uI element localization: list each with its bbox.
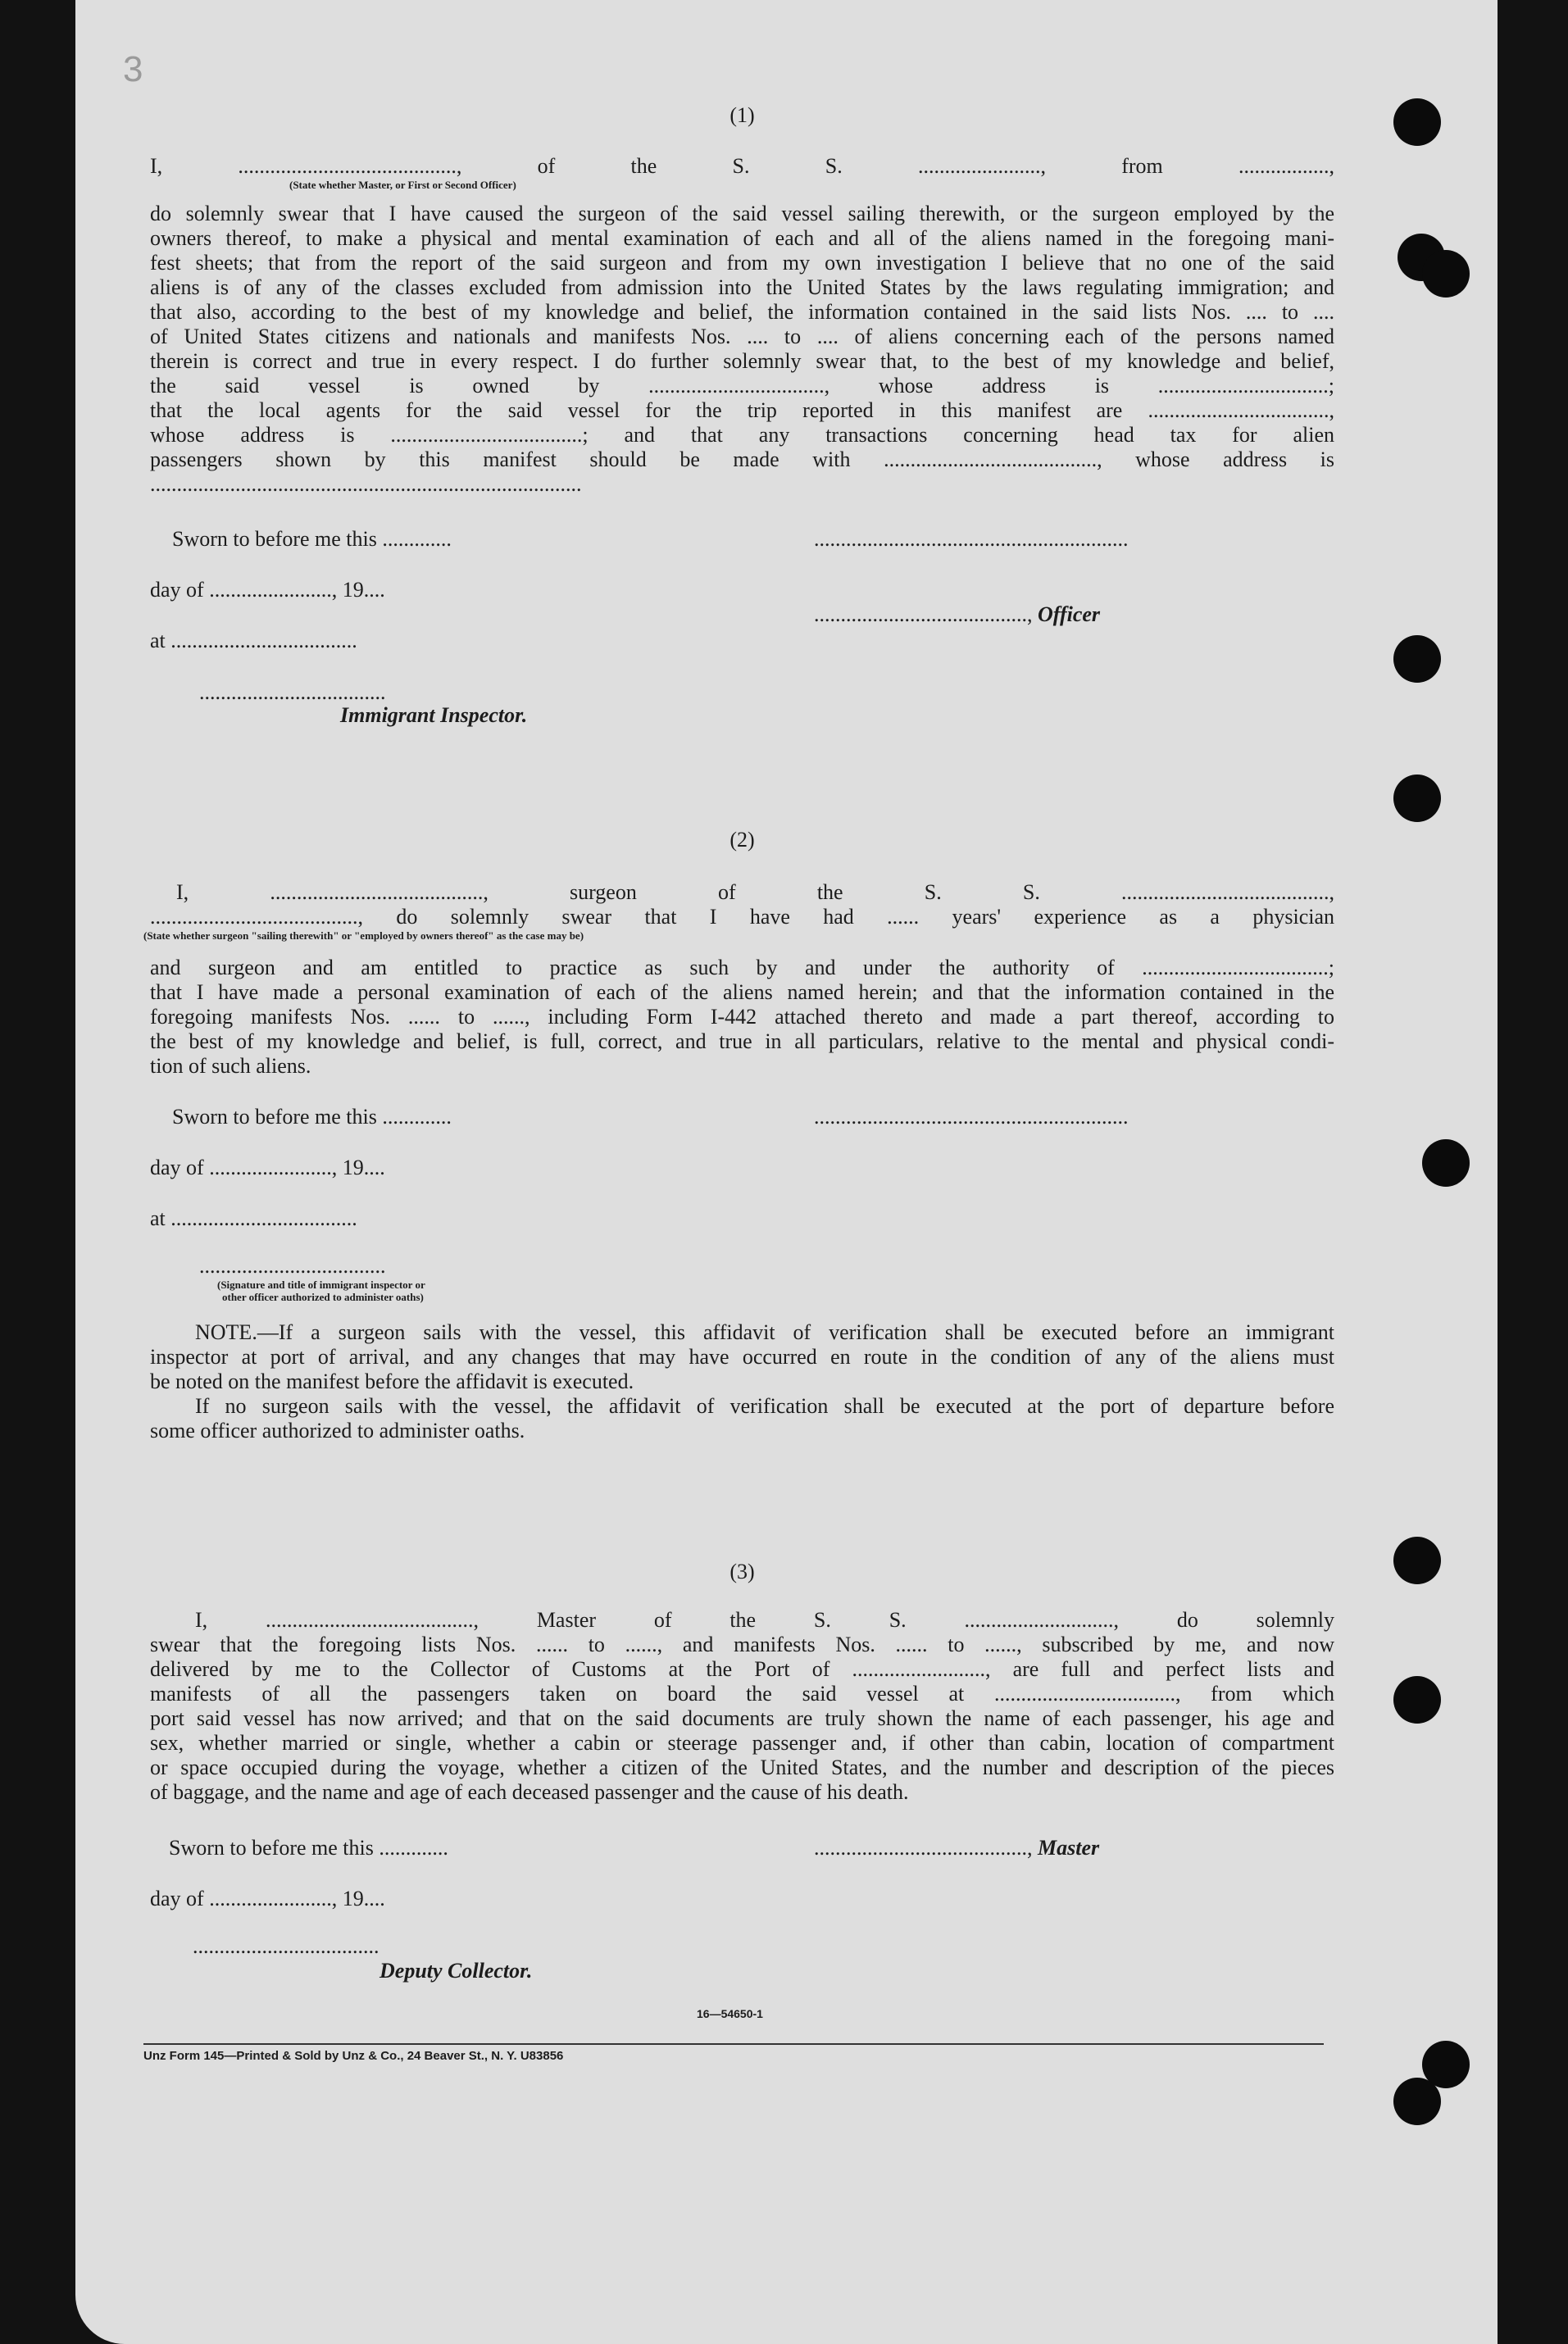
punch-hole xyxy=(1422,1139,1470,1187)
section-number: (2) xyxy=(729,828,755,852)
punch-hole xyxy=(1393,1537,1441,1584)
note-line: NOTE.—If a surgeon sails with the vessel, this affidavit of verification shall be executed before an immigrant xyxy=(195,1320,1334,1344)
text-line: owners thereof, to make a physical and mental examination of each and all of the aliens named in the foregoing mani- xyxy=(150,226,1334,250)
note-line: inspector at port of arrival, and any changes that may have occurred en route in the condition of any of the aliens must xyxy=(150,1345,1334,1369)
master-line: ........................................, xyxy=(814,1836,1038,1860)
punch-hole xyxy=(1393,98,1441,146)
signature-line: ................................... xyxy=(199,1254,386,1278)
punch-hole xyxy=(1393,2078,1441,2125)
text-line: fest sheets; that from the report of the said surgeon and from my own investigation I believe that no one of the said xyxy=(150,251,1334,275)
day-line: day of ......................., 19.... xyxy=(150,578,385,602)
text-line: swear that the foregoing lists Nos. ...... to ......, and manifests Nos. ...... to ......, subscribed by me, and now xyxy=(150,1633,1334,1656)
text-line: of baggage, and the name and age of each deceased passenger and the cause of his death. xyxy=(150,1780,909,1804)
collector-line: ................................... xyxy=(193,1934,380,1958)
text-line: the said vessel is owned by ................................., whose address is ................................; xyxy=(150,374,1334,397)
signature-caption: other officer authorized to administer oaths) xyxy=(222,1291,424,1303)
sworn-line: Sworn to before me this ............. xyxy=(172,1105,452,1129)
text-line: of United States citizens and nationals and manifests Nos. .... to .... of aliens concerning each of the persons named xyxy=(150,325,1334,348)
text-line: I, ........................................, surgeon of the S. S. ......................................., xyxy=(176,880,1334,904)
text-line: foregoing manifests Nos. ...... to ......, including Form I-442 attached thereto and made a part thereof, according to xyxy=(150,1005,1334,1029)
text-line: therein is correct and true in every respect. I do further solemnly swear that, to the best of my knowledge and belief, xyxy=(150,349,1334,373)
punch-hole xyxy=(1393,635,1441,683)
text-line: whose address is ....................................; and that any transactions concerning head tax for alien xyxy=(150,423,1334,447)
text-line: ................................................................................. xyxy=(150,472,582,496)
section-number: (3) xyxy=(729,1560,755,1583)
text-line: do solemnly swear that I have caused the surgeon of the said vessel sailing therewith, or the surgeon employed by the xyxy=(150,202,1334,225)
text-line: passengers shown by this manifest should be made with ........................................, whose address is xyxy=(150,447,1334,471)
text-line: and surgeon and am entitled to practice as such by and under the authority of ...................................; xyxy=(150,956,1334,979)
sworn-line: Sworn to before me this ............. xyxy=(169,1836,448,1860)
footer-rule xyxy=(143,2043,1324,2045)
inspector-label: Immigrant Inspector. xyxy=(340,703,528,727)
printer-footer: Unz Form 145—Printed & Sold by Unz & Co., 24 Beaver St., N. Y. U83856 xyxy=(143,2049,564,2063)
at-line: at ................................... xyxy=(150,629,357,652)
sworn-line: Sworn to before me this ............. xyxy=(172,527,452,551)
note-line: be noted on the manifest before the affidavit is executed. xyxy=(150,1370,634,1393)
text-line: sex, whether married or single, whether a cabin or steerage passenger and, if other than cabin, location of compartment xyxy=(150,1731,1334,1755)
text-line: aliens is of any of the classes excluded from admission into the United States by the laws regulating immigration; and xyxy=(150,275,1334,299)
inspector-line: ................................... xyxy=(199,680,386,704)
day-line: day of ......................., 19.... xyxy=(150,1156,385,1179)
field-note: (State whether surgeon "sailing therewith" or "employed by owners thereof" as the case may be) xyxy=(143,929,584,942)
signature-line: ........................................................... xyxy=(814,527,1129,551)
punch-hole xyxy=(1422,250,1470,298)
punch-hole xyxy=(1393,775,1441,822)
signature-line: ........................................................... xyxy=(814,1105,1129,1129)
text-line: that the local agents for the said vessel for the trip reported in this manifest are .................................., xyxy=(150,398,1334,422)
note-line: If no surgeon sails with the vessel, the affidavit of verification shall be executed at the port of departure before xyxy=(195,1394,1334,1418)
text-line: that also, according to the best of my knowledge and belief, the information contained in the said lists Nos. .... to .... xyxy=(150,300,1334,324)
officer-line: ........................................, xyxy=(814,602,1038,626)
master-signature xyxy=(814,1836,1099,1860)
text-line: or space occupied during the voyage, whether a citizen of the United States, and the number and description of the pieces xyxy=(150,1756,1334,1779)
text-line: I, ........................................., of the S. S. ......................., from ................., xyxy=(150,154,1334,178)
punch-hole xyxy=(1393,1676,1441,1724)
section-number: (1) xyxy=(729,103,755,127)
at-line: at ................................... xyxy=(150,1206,357,1230)
text-line: port said vessel has now arrived; and that on the said documents are truly shown the name of each passenger, his age and xyxy=(150,1706,1334,1730)
text-line: I, ......................................., Master of the S. S. ............................, do solemnly xyxy=(195,1608,1334,1632)
field-note: (State whether Master, or First or Second Officer) xyxy=(289,179,516,191)
text-line: manifests of all the passengers taken on board the said vessel at .................................., from which xyxy=(150,1682,1334,1706)
officer-signature xyxy=(814,602,1100,627)
officer-label: Officer xyxy=(1038,602,1101,626)
day-line: day of ......................., 19.... xyxy=(150,1887,385,1910)
text-line: the best of my knowledge and belief, is full, correct, and true in all particulars, relative to the mental and physical condi- xyxy=(150,1029,1334,1053)
signature-caption: (Signature and title of immigrant inspector or xyxy=(217,1279,425,1291)
master-label: Master xyxy=(1038,1836,1100,1860)
note-line: some officer authorized to administer oaths. xyxy=(150,1419,525,1442)
form-code: 16—54650-1 xyxy=(697,2007,763,2020)
text-line: ......................................., do solemnly swear that I have had ...... years' experience as a physician xyxy=(150,905,1334,929)
page-mark: 3 xyxy=(123,49,143,89)
text-line: delivered by me to the Collector of Customs at the Port of ........................., are full and perfect lists and xyxy=(150,1657,1334,1681)
collector-label: Deputy Collector. xyxy=(380,1959,533,1983)
text-line: tion of such aliens. xyxy=(150,1054,311,1078)
text-line: that I have made a personal examination of each of the aliens named herein; and that the information contained in the xyxy=(150,980,1334,1004)
